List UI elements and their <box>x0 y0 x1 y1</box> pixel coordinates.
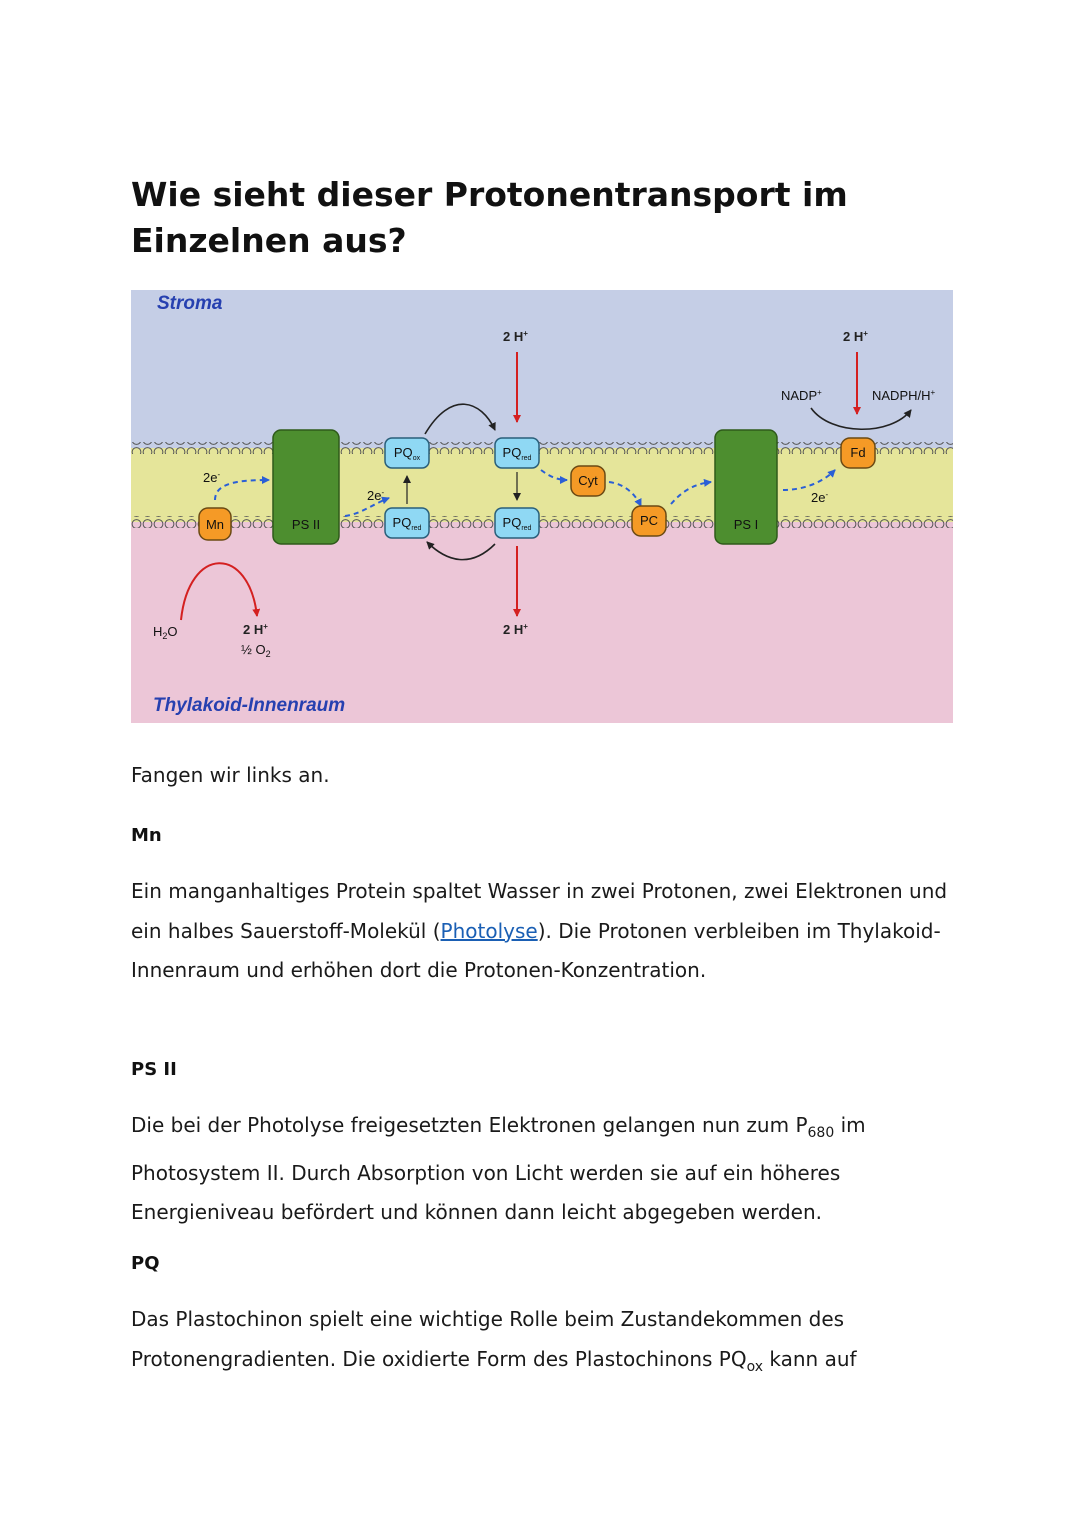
lumen-label: Thylakoid-Innenraum <box>153 695 346 716</box>
membrane-region <box>131 448 953 522</box>
pq-ox-left-label: $PQ_{ox}$ <box>393 445 421 462</box>
water-label: $H_2O$ <box>153 624 178 641</box>
photolyse-link[interactable]: Photolyse <box>440 918 538 943</box>
pq-red-left-label: $PQ_{red}$ <box>392 515 422 532</box>
ps2-label: PS II <box>291 517 321 532</box>
oxygen-label: ½ $O_2$ <box>241 642 271 659</box>
stroma-protons-right: 2 H+ <box>843 329 868 344</box>
nadph-label: NADPH/H+ <box>872 388 936 403</box>
electrons-label-1: 2e- <box>203 470 221 485</box>
electrons-label-2: 2e- <box>367 488 385 503</box>
section-text-pq: Das Plastochinon spielt eine wichtige Rolle beim Zustandekommen des Protonengradienten. Die oxidierte Form des Plastochinons $PQ_{ox}$ kann auf <box>131 1307 857 1375</box>
stroma-label: Stroma <box>157 293 223 314</box>
cyt-label: Cyt <box>578 473 598 488</box>
pq-red-top-label: $PQ_{red}$ <box>502 445 532 462</box>
stroma-region <box>131 290 953 448</box>
section-heading-ps2: PS II <box>131 1059 177 1080</box>
page-title: Wie sieht dieser Protonentransport im Einzelnen aus? <box>131 175 848 260</box>
mn-label: Mn <box>205 517 225 532</box>
stroma-protons-middle: 2 H+ <box>503 329 528 344</box>
nadp-label: NADP+ <box>781 388 822 403</box>
section-text-ps2: Die bei der Photolyse freigesetzten Elektronen gelangen nun zum $P_{680}$ im Photosystem II. Durch Absorption von Licht werden sie auf ein höheres Energieniveau befördert und können dann leicht abgegeben werden. <box>131 1113 866 1224</box>
intro-text: Fangen wir links an. <box>131 763 330 787</box>
lipid-row-bottom <box>131 516 953 528</box>
fd-label: Fd <box>850 445 866 460</box>
section-text-mn: Ein manganhaltiges Protein spaltet Wasser in zwei Protonen, zwei Elektronen und ein halbes Sauerstoff-Molekül (Photolyse). Die Protonen verbleiben im Thylakoid-Innenraum und erhöhen dort die Protonen-Konzentration. <box>131 879 948 982</box>
photosynthesis-diagram <box>131 290 953 723</box>
pc-label: PC <box>639 513 659 528</box>
lumen-protons-left: 2 H+ <box>243 622 268 637</box>
electrons-label-3: 2e- <box>811 490 829 505</box>
section-heading-mn: Mn <box>131 825 162 846</box>
pq-red-bottom-label: $PQ_{red}$ <box>502 515 532 532</box>
ps1-label: PS I <box>733 517 759 532</box>
lipid-row-top <box>131 442 953 454</box>
section-heading-pq: PQ <box>131 1253 160 1274</box>
lumen-protons-middle: 2 H+ <box>503 622 528 637</box>
